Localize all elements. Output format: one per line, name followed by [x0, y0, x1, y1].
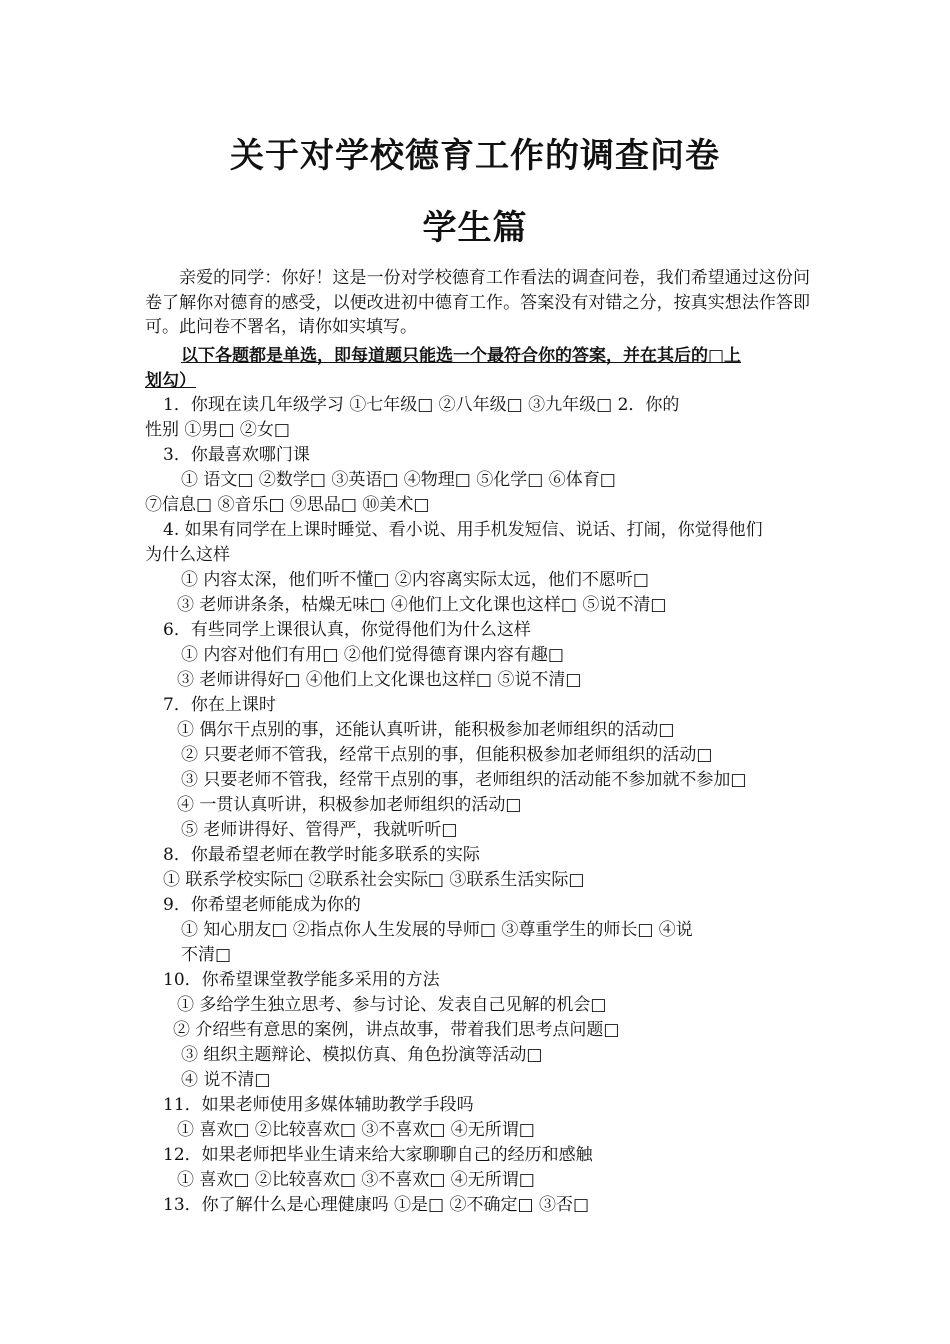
- q6-options-row-1: ① 内容对他们有用□ ②他们觉得德育课内容有趣□: [181, 645, 564, 665]
- q10-option-2: ② 介绍些有意思的案例，讲点故事，带着我们思考点问题□: [173, 1020, 620, 1040]
- q11-question: 11．如果老师使用多媒体辅助教学手段吗: [163, 1095, 474, 1115]
- q3-options-row-2: ⑦信息□ ⑧音乐□ ⑨思品□ ⑩美术□: [145, 495, 430, 515]
- q11-options: ① 喜欢□ ②比较喜欢□ ③不喜欢□ ④无所谓□: [177, 1120, 535, 1140]
- q7-question: 7．你在上课时: [163, 695, 276, 715]
- q7-option-5: ⑤ 老师讲得好、管得严，我就听听□: [181, 820, 458, 840]
- q8-question: 8．你最希望老师在教学时能多联系的实际: [163, 845, 480, 865]
- q3-options-row-1: ① 语文□ ②数学□ ③英语□ ④物理□ ⑤化学□ ⑥体育□: [181, 470, 616, 490]
- q13-question-and-options: 13．你了解什么是心理健康吗 ①是□ ②不确定□ ③否□: [163, 1195, 590, 1215]
- q10-option-1: ① 多给学生独立思考、参与讨论、发表自己见解的机会□: [177, 995, 607, 1015]
- q3-question: 3．你最喜欢哪门课: [163, 445, 310, 465]
- q4-options-row-1: ① 内容太深，他们听不懂□ ②内容离实际太远，他们不愿听□: [181, 570, 649, 590]
- q12-question: 12．如果老师把毕业生请来给大家聊聊自己的经历和感触: [163, 1145, 593, 1165]
- q7-option-2: ② 只要老师不管我，经常干点别的事，但能积极参加老师组织的活动□: [181, 745, 713, 765]
- q7-option-1: ① 偶尔干点别的事，还能认真听讲，能积极参加老师组织的活动□: [177, 720, 675, 740]
- q9-options: ① 知心朋友□ ②指点你人生发展的导师□ ③尊重学生的师长□ ④说: [181, 920, 693, 940]
- page-subtitle: 学生篇: [422, 208, 528, 248]
- q4-question: 4. 如果有同学在上课时睡觉、看小说、用手机发短信、说话、打闹，你觉得他们: [163, 520, 763, 540]
- q10-option-4: ④ 说不清□: [181, 1070, 271, 1090]
- instruction-line-2: 划勾）: [145, 371, 196, 391]
- q7-option-3: ③ 只要老师不管我，经常干点别的事，老师组织的活动能不参加就不参加□: [181, 770, 747, 790]
- q2-gender-options: 性别 ①男□ ②女□: [145, 420, 290, 440]
- q7-option-4: ④ 一贯认真听讲，积极参加老师组织的活动□: [177, 795, 522, 815]
- q10-option-3: ③ 组织主题辩论、模拟仿真、角色扮演等活动□: [181, 1045, 543, 1065]
- q8-options: ① 联系学校实际□ ②联系社会实际□ ③联系生活实际□: [163, 870, 585, 890]
- q10-question: 10．你希望课堂教学能多采用的方法: [163, 970, 440, 990]
- q4-options-row-2: ③ 老师讲条条，枯燥无味□ ④他们上文化课也这样□ ⑤说不清□: [177, 595, 667, 615]
- q9-options-cont: 不清□: [181, 945, 232, 965]
- intro-paragraph: 亲爱的同学：你好！这是一份对学校德育工作看法的调查问卷，我们希望通过这份问卷了解你对德育的感受，以便改进初中德育工作。答案没有对错之分，按真实想法作答即可。此问卷不署名，请你如实填写。: [145, 268, 810, 337]
- q1-grade-and-q2-gender: 1．你现在读几年级学习 ①七年级□ ②八年级□ ③九年级□ 2．你的: [163, 395, 680, 415]
- page-title: 关于对学校德育工作的调查问卷: [230, 136, 720, 176]
- q12-options: ① 喜欢□ ②比较喜欢□ ③不喜欢□ ④无所谓□: [177, 1170, 535, 1190]
- q6-options-row-2: ③ 老师讲得好□ ④他们上文化课也这样□ ⑤说不清□: [177, 670, 582, 690]
- q6-question: 6．有些同学上课很认真，你觉得他们为什么这样: [163, 620, 531, 640]
- q4-question-cont: 为什么这样: [145, 545, 230, 565]
- instruction-line-1: 以下各题都是单选，即每道题只能选一个最符合你的答案，并在其后的□上: [181, 346, 742, 366]
- q9-question: 9．你希望老师能成为你的: [163, 895, 361, 915]
